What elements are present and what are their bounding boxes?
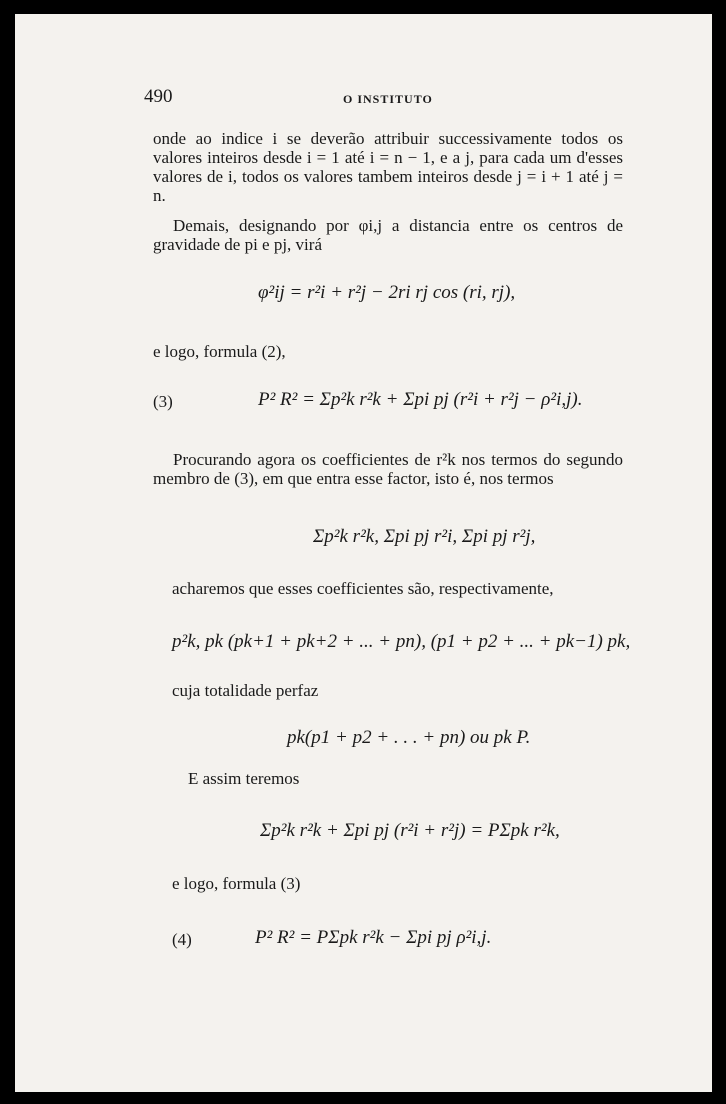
equation-phi: φ²ij = r²i + r²j − 2ri rj cos (ri, rj), <box>258 282 516 303</box>
page-number: 490 <box>144 86 173 107</box>
paragraph-assim: E assim teremos <box>188 769 300 788</box>
paragraph-totality: cuja totalidade perfaz <box>172 681 319 700</box>
equation-3: P² R² = Σp²k r²k + Σpi pj (r²i + r²j − ρ²i,j). <box>258 389 583 410</box>
paragraph-coefficients-result: acharemos que esses coefficientes são, respectivamente, <box>172 579 554 598</box>
paragraph-formula-2: e logo, formula (2), <box>153 342 286 361</box>
equation-sum: Σp²k r²k + Σpi pj (r²i + r²j) = PΣpk r²k, <box>260 820 560 841</box>
equation-3-label: (3) <box>153 392 173 411</box>
book-page <box>15 14 712 1092</box>
equation-totality: pk(p1 + p2 + . . . + pn) ou pk P. <box>287 727 531 748</box>
paragraph-indices: onde ao indice i se deverão attribuir successivamente todos os valores inteiros desde i = 1 até i = n − 1, e a j, para cada um d'esses valores de i, todos os valores tambem inteiros desde j = i + 1 até j = n. <box>153 129 623 205</box>
equation-coefficients: p²k, pk (pk+1 + pk+2 + ... + pn), (p1 + p2 + ... + pk−1) pk, <box>172 631 631 652</box>
paragraph-coefficients-search: Procurando agora os coefficientes de r²k nos termos do segundo membro de (3), em que entra esse factor, isto é, nos termos <box>153 450 623 488</box>
paragraph-formula-3: e logo, formula (3) <box>172 874 301 893</box>
equation-4-label: (4) <box>172 930 192 949</box>
equation-4: P² R² = PΣpk r²k − Σpi pj ρ²i,j. <box>255 927 492 948</box>
equation-terms: Σp²k r²k, Σpi pj r²i, Σpi pj r²j, <box>313 526 536 547</box>
paragraph-distance: Demais, designando por φi,j a distancia entre os centros de gravidade de pi e pj, virá <box>153 216 623 254</box>
running-title: O INSTITUTO <box>343 92 433 106</box>
